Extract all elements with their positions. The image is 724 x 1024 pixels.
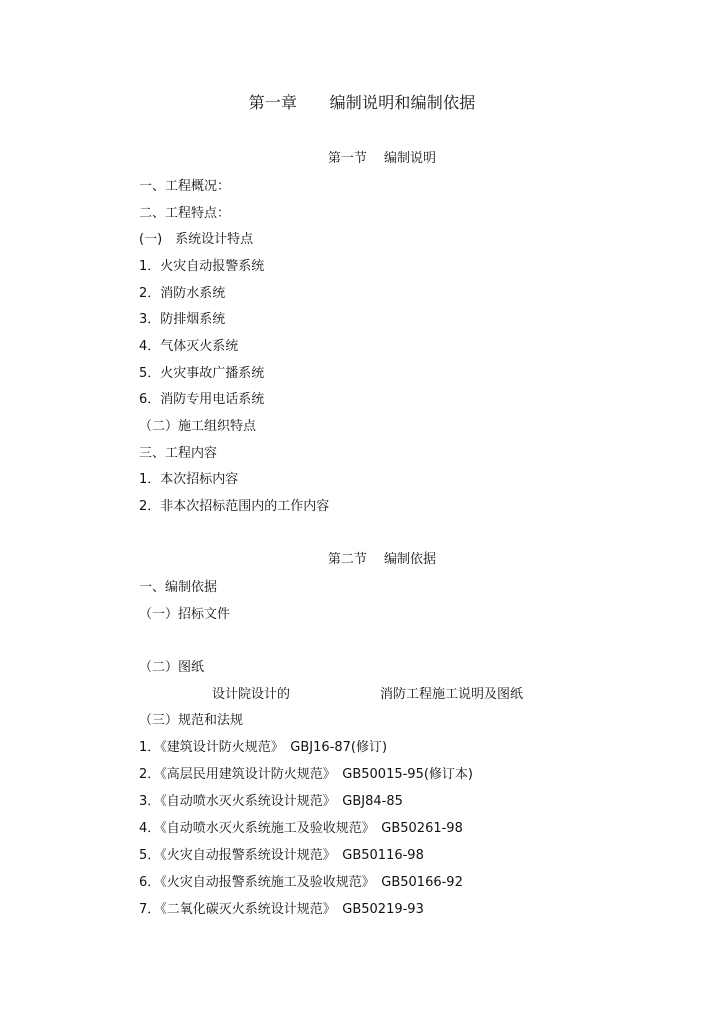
drawings-designer: 设计院设计的 bbox=[212, 687, 291, 702]
norm-item-7: 7．《二氧化碳灭火系统设计规范》 GB50219-93 bbox=[139, 902, 424, 917]
list-item-out-of-scope: 2．非本次招标范围内的工作内容 bbox=[139, 499, 330, 514]
norm-item-4: 4．《自动喷水灭火系统施工及验收规范》 GB50261-98 bbox=[139, 821, 463, 836]
subheading-drawings: （二）图纸 bbox=[139, 660, 205, 675]
list-item-fire-water: 2．消防水系统 bbox=[139, 286, 226, 301]
subheading-tender-documents: （一）招标文件 bbox=[139, 607, 231, 622]
norm-item-5: 5．《火灾自动报警系统设计规范》 GB50116-98 bbox=[139, 848, 424, 863]
heading-project-features: 二、工程特点： bbox=[139, 206, 231, 221]
heading-project-overview: 一、工程概况： bbox=[139, 179, 231, 194]
chapter-title: 第一章 编制说明和编制依据 bbox=[248, 93, 476, 112]
list-item-tender-scope: 1．本次招标内容 bbox=[139, 472, 239, 487]
list-item-fire-alarm: 1．火灾自动报警系统 bbox=[139, 259, 265, 274]
list-item-emergency-broadcast: 5．火灾事故广播系统 bbox=[139, 366, 265, 381]
subheading-norms: （三）规范和法规 bbox=[139, 713, 244, 728]
subheading-construction-organization: （二）施工组织特点 bbox=[139, 419, 257, 434]
drawings-description: 消防工程施工说明及图纸 bbox=[380, 687, 524, 702]
list-item-gas-extinguishing: 4．气体灭火系统 bbox=[139, 339, 239, 354]
section-title-basis: 第二节 编制依据 bbox=[327, 552, 437, 567]
subheading-system-design: (一) 系统设计特点 bbox=[139, 232, 254, 247]
norm-item-1: 1．《建筑设计防火规范》 GBJ16-87(修订) bbox=[139, 740, 388, 755]
section-title-explanation: 第一节 编制说明 bbox=[327, 151, 437, 166]
heading-project-content: 三、工程内容 bbox=[139, 446, 218, 461]
list-item-smoke-control: 3．防排烟系统 bbox=[139, 312, 226, 327]
heading-compilation-basis: 一、编制依据 bbox=[139, 580, 218, 595]
norm-item-6: 6．《火灾自动报警系统施工及验收规范》 GB50166-92 bbox=[139, 875, 463, 890]
norm-item-2: 2．《高层民用建筑设计防火规范》 GB50015-95(修订本) bbox=[139, 767, 473, 782]
list-item-fire-telephone: 6．消防专用电话系统 bbox=[139, 392, 265, 407]
norm-item-3: 3．《自动喷水灭火系统设计规范》 GBJ84-85 bbox=[139, 794, 403, 809]
